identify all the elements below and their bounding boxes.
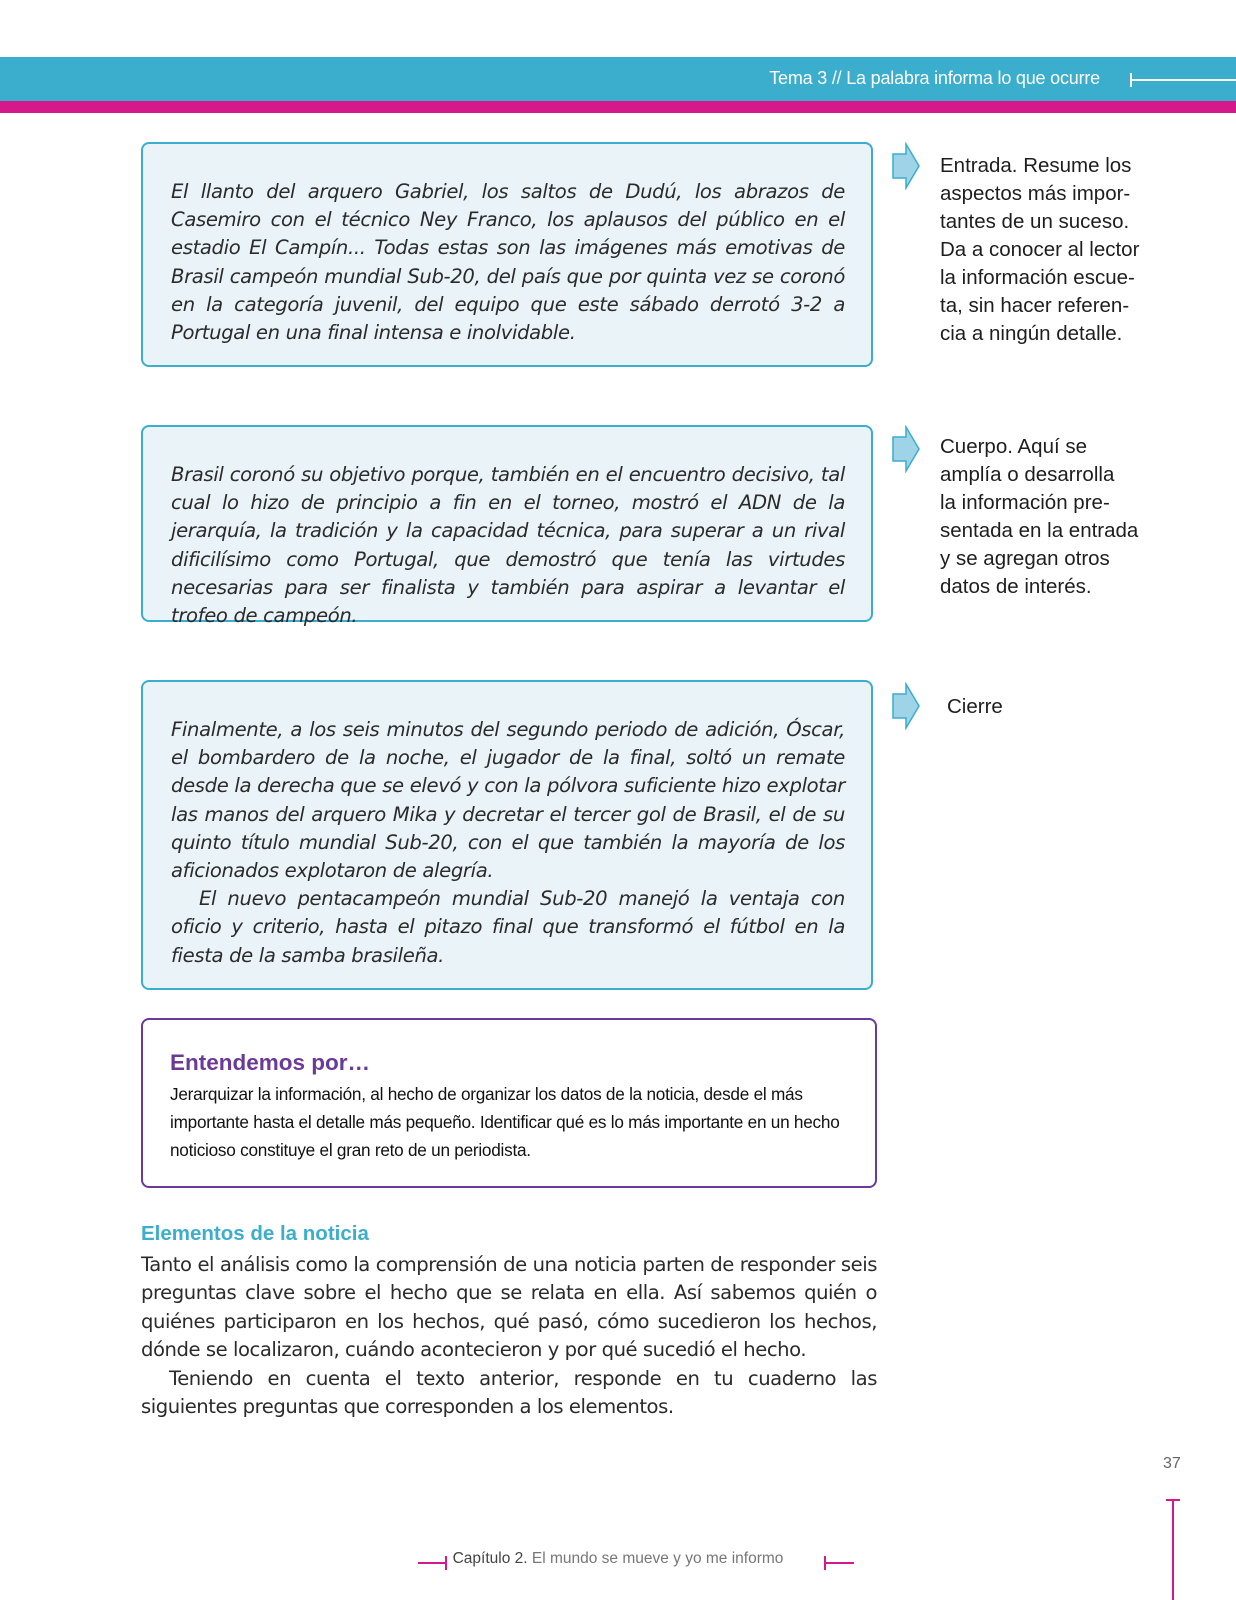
topic-title: Tema 3 // La palabra informa lo que ocurre <box>769 68 1100 88</box>
arrow-right-icon <box>892 142 920 190</box>
news-closing-text: Finalmente, a los seis minutos del segundo periodo de adición, Óscar, el bombardero de la noche, el jugador de la final, soltó un remate desde la derecha que se elevó y con la pólvora suficiente hizo explotar las manos del arquero Mika y decretar el tercer gol de Brasil, el de su quinto título mundial Sub-20, con el que también la mayoría de los aficionados explotaron de alegría. <box>171 718 845 883</box>
definition-box <box>141 1018 877 1188</box>
footer-chapter: Capítulo 2. <box>452 1550 528 1567</box>
definition-title: Entendemos por… <box>170 1050 371 1075</box>
news-entry-text: El llanto del arquero Gabriel, los saltos de Dudú, los abrazos de Casemiro con el técnico Ney Franco, los aplausos del público en el estadio El Campín... Todas estas son las imágenes más emotivas de Brasil campeón mundial Sub-20, del país que por quinta vez se coronó en la categoría juvenil, del equipo que este sábado derrotó 3-2 a Portugal en una final intensa e inolvidable. <box>171 180 845 345</box>
section-title: Elementos de la noticia <box>141 1222 369 1245</box>
arrow-right-icon <box>892 682 920 730</box>
news-entry-box <box>141 142 873 367</box>
news-closing-text-2: El nuevo pentacampeón mundial Sub-20 manejó la ventaja con oficio y criterio, hasta el pitazo final que transformó el fútbol en la fiesta de la samba brasileña. <box>171 887 845 967</box>
news-body-text: Brasil coronó su objetivo porque, también en el encuentro decisivo, tal cual lo hizo de principio a fin en el torneo, mostró el ADN de la jerarquía, la tradición y la capacidad técnica, para superar a un rival dificilísimo como Portugal, que demostró que tenía las virtudes necesarias para ser finalista y también para aspirar a levantar el trofeo de campeón. <box>171 463 845 628</box>
footer-title: El mundo se mueve y yo me informo <box>531 1550 784 1567</box>
body-label: Cuerpo. Aquí se amplía o desarrolla la información pre- sentada en la entrada y se agregan otros datos de interés. <box>940 435 1139 598</box>
closing-label: Cierre <box>947 695 1003 718</box>
news-closing-box <box>141 680 873 990</box>
page-number: 37 <box>1163 1455 1181 1472</box>
header-stripe <box>0 101 1236 113</box>
entry-label: Entrada. Resume los aspectos más impor- tantes de un suceso. Da a conocer al lector la información escue- ta, sin hacer referen- cia a ningún detalle. <box>940 154 1140 345</box>
section-paragraph-2: Teniendo en cuenta el texto anterior, responde en tu cuaderno las siguientes preguntas que corresponden a los elementos. <box>141 1367 877 1419</box>
header-line <box>1130 79 1236 81</box>
arrow-right-icon <box>892 425 920 473</box>
definition-text: Jerarquizar la información, al hecho de organizar los datos de la noticia, desde el más importante hasta el detalle más pequeño. Identificar qué es lo más importante en un hecho noticioso constituye el gran reto de un periodista. <box>170 1084 840 1160</box>
footer <box>0 1550 1236 1568</box>
section-paragraph-1: Tanto el análisis como la comprensión de una noticia parten de responder seis preguntas clave sobre el hecho que se relata en ella. Así sabemos quién o quiénes participaron en los hechos, qué pasó, cómo sucedieron los hechos, dónde se localizaron, cuándo acontecieron y por qué sucedió el hecho. <box>141 1253 877 1362</box>
footer-rule-right <box>824 1562 854 1564</box>
news-body-box <box>141 425 873 628</box>
